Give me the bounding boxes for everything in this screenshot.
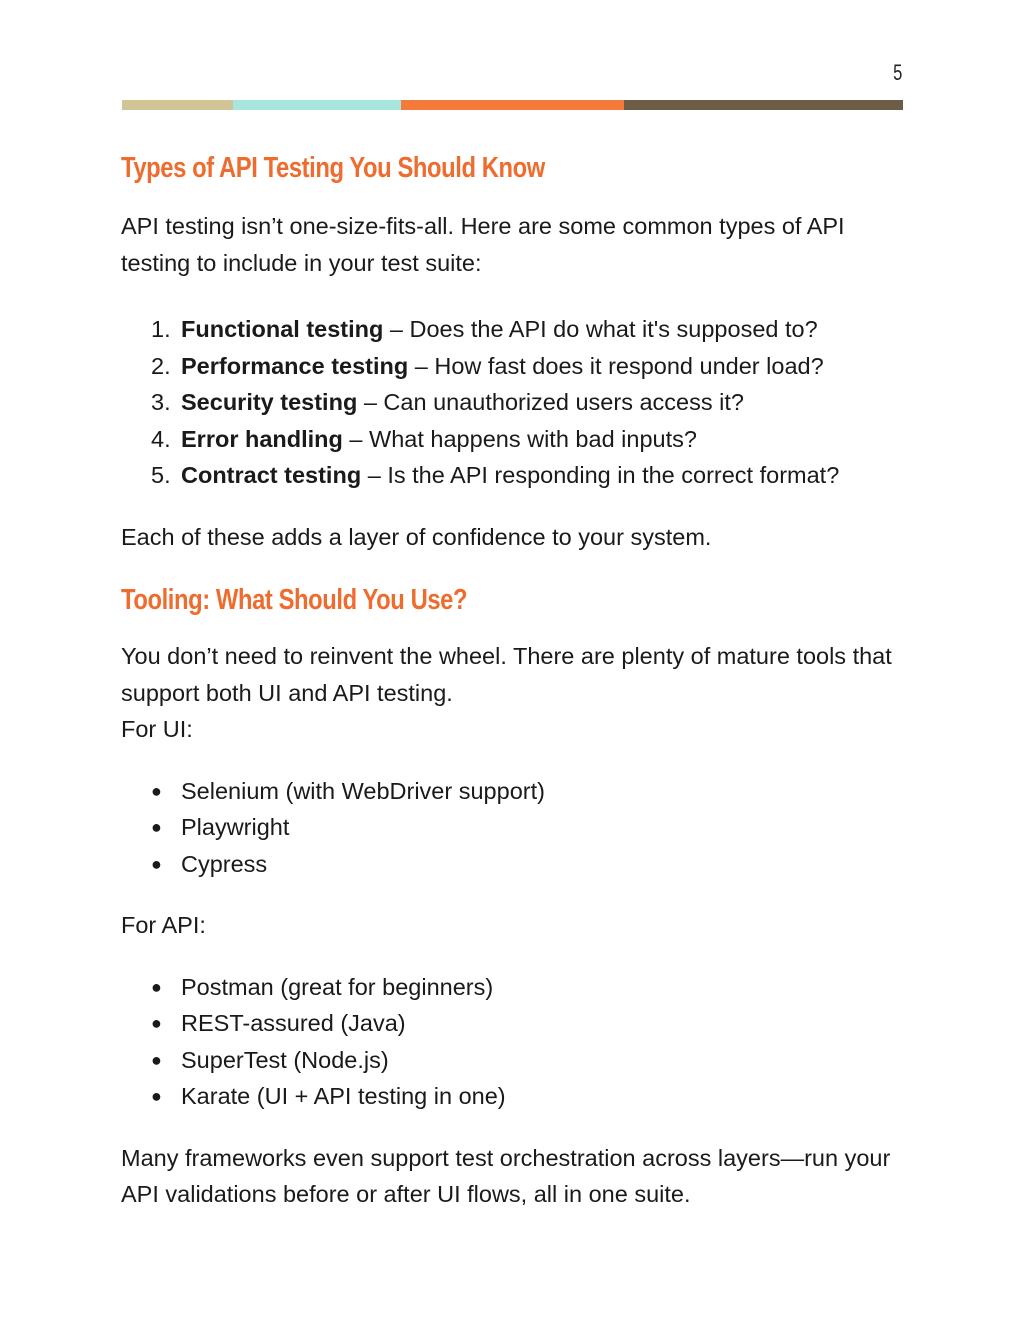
list-item-description: – Is the API responding in the correct format?: [361, 462, 840, 488]
decorative-color-bar: [122, 100, 903, 110]
list-item-text: Cypress: [181, 850, 268, 877]
list-item-description: – Does the API do what it's supposed to?: [383, 316, 818, 342]
section-intro-paragraph: API testing isn’t one-size-fits-all. Here are some common types of API testing to include in your test suite:: [121, 213, 845, 276]
document-body: [121, 140, 906, 1213]
tooling-intro-text: You don’t need to reinvent the wheel. There are plenty of mature tools that support both UI and API testing.: [121, 643, 892, 706]
list-item-term: Security testing: [181, 389, 358, 415]
color-bar-segment-tan: [122, 100, 233, 110]
list-item-term: Contract testing: [181, 462, 362, 488]
section-heading-types: Types of API Testing You Should Know: [121, 152, 545, 184]
api-tools-list: [121, 969, 906, 1115]
list-number: 4.: [151, 425, 171, 452]
list-item-text: REST-assured (Java): [181, 1010, 406, 1036]
list-item-description: – Can unauthorized users access it?: [357, 389, 744, 415]
bullet-icon: ●: [151, 817, 162, 837]
list-item: [121, 384, 906, 421]
list-item: [121, 348, 906, 385]
api-tools-label: For API:: [121, 912, 206, 938]
section-heading-tooling: Tooling: What Should You Use?: [121, 584, 468, 616]
bullet-icon: ●: [151, 1013, 162, 1033]
list-item: [121, 457, 906, 494]
list-item: [121, 1005, 906, 1042]
list-item: [121, 311, 906, 348]
list-item-text: Karate (UI + API testing in one): [181, 1083, 506, 1109]
list-number: 5.: [151, 462, 171, 488]
list-item: [121, 846, 906, 883]
list-item: [121, 1078, 906, 1115]
list-item-description: – What happens with bad inputs?: [342, 425, 697, 452]
list-item-term: Functional testing: [181, 316, 384, 342]
list-item: [121, 809, 906, 846]
testing-types-list: [121, 311, 906, 494]
bullet-icon: ●: [151, 976, 162, 997]
section-closing-paragraph: Each of these adds a layer of confidence to your system.: [121, 523, 712, 550]
color-bar-segment-teal: [233, 100, 401, 110]
list-item: [121, 773, 906, 810]
list-number: 2.: [151, 352, 171, 379]
list-number: 3.: [151, 389, 171, 415]
tooling-intro-paragraph: [121, 638, 906, 748]
list-item-text: Postman (great for beginners): [181, 973, 494, 1000]
bullet-icon: ●: [151, 1049, 162, 1070]
list-item: [121, 421, 906, 458]
color-bar-segment-brown: [624, 100, 903, 110]
tooling-closing-paragraph: Many frameworks even support test orchestration across layers—run your API validations before or after UI flows, all in one suite.: [121, 1144, 891, 1207]
bullet-icon: ●: [151, 780, 162, 801]
list-item-text: SuperTest (Node.js): [181, 1046, 389, 1073]
list-item-term: Error handling: [181, 425, 343, 452]
list-item-text: Selenium (with WebDriver support): [181, 777, 545, 804]
page-number: 5: [892, 60, 902, 85]
ui-tools-list: [121, 773, 906, 883]
list-number: 1.: [151, 316, 171, 342]
list-item: [121, 969, 906, 1006]
bullet-icon: ●: [151, 853, 162, 874]
list-item-description: – How fast does it respond under load?: [408, 352, 824, 379]
bullet-icon: ●: [151, 1086, 162, 1106]
list-item-text: Playwright: [181, 814, 290, 840]
list-item: [121, 1042, 906, 1079]
list-item-term: Performance testing: [181, 352, 409, 379]
color-bar-segment-orange: [401, 100, 624, 110]
ui-tools-label: For UI:: [121, 716, 193, 742]
